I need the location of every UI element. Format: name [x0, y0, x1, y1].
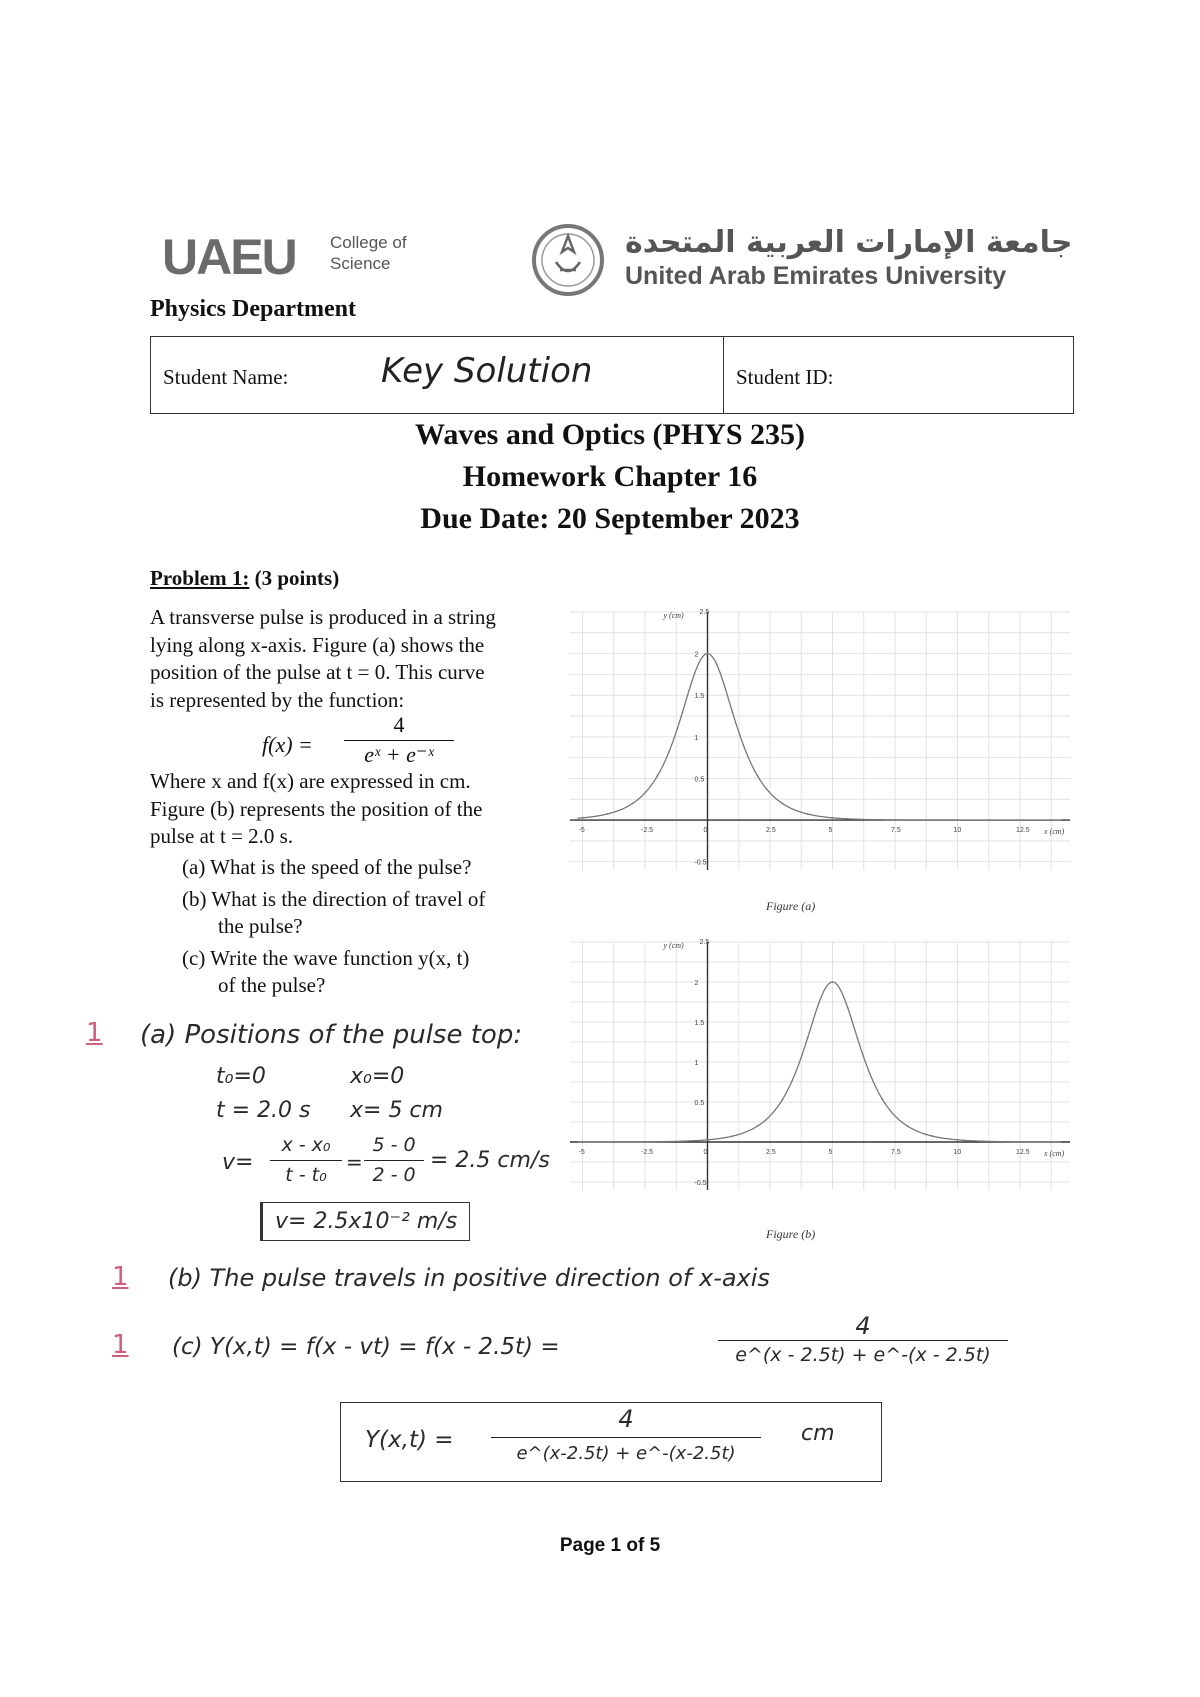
data-point	[707, 1139, 709, 1141]
final-unit: cm	[801, 1421, 835, 1446]
x-axis-label: x (cm)	[1044, 827, 1065, 837]
mark-b: 1	[112, 1262, 129, 1292]
data-point	[1007, 1141, 1009, 1143]
x-tick-label: -5	[578, 1149, 585, 1156]
data-point	[757, 775, 759, 777]
formula-lhs: f(x) =	[262, 732, 313, 757]
y-tick-label: 1	[694, 734, 699, 742]
university-name-arabic: جامعة الإمارات العربية المتحدة	[625, 225, 1073, 260]
data-point	[732, 1135, 734, 1137]
y-axis-label: y (cm)	[663, 611, 684, 620]
x-tick-label: 10	[953, 1149, 962, 1156]
answer-a-x0: x₀=0	[350, 1064, 405, 1089]
question-c-line2: of the pulse?	[218, 973, 326, 997]
x-tick-label: -5	[578, 827, 585, 835]
data-point	[782, 1099, 784, 1101]
chapter-title: Homework Chapter 16	[462, 460, 758, 493]
answer-a-x: x= 5 cm	[350, 1098, 443, 1123]
college-line-1: College of	[330, 233, 407, 252]
x-axis-label: x (cm)	[1044, 1149, 1065, 1158]
question-b-line2: the pulse?	[218, 914, 303, 938]
data-point	[582, 817, 584, 819]
mark-c: 1	[112, 1330, 129, 1360]
y-tick-label: 1.5	[694, 1020, 705, 1027]
answer-b: (b) The pulse travels in positive direction of x-axis	[168, 1264, 770, 1292]
final-num: 4	[618, 1405, 634, 1433]
x-tick-label: 2.5	[766, 827, 776, 835]
page-number: Page 1 of 5	[559, 1535, 661, 1556]
velocity-lhs: v=	[222, 1150, 254, 1175]
figure-a-caption: Figure (a)	[766, 899, 816, 913]
velocity-result: = 2.5 cm/s	[430, 1148, 550, 1173]
uaeu-logo: UAEU	[162, 229, 296, 285]
y-tick-label: 0.5	[694, 1100, 705, 1107]
problem-label: Problem 1:	[150, 566, 250, 590]
student-name-label: Student Name:	[163, 365, 289, 389]
formula-numerator: 4	[393, 712, 405, 737]
data-point	[807, 1037, 809, 1039]
velocity-num: x - x₀	[281, 1134, 331, 1156]
statement-line-3: position of the pulse at t = 0. This curve	[150, 660, 485, 684]
y-tick-label: 0.5	[694, 776, 705, 784]
question-b-line1: (b) What is the direction of travel of	[182, 886, 486, 911]
y-top-tick-label: 2.5	[699, 939, 710, 946]
x-tick-label: 2.5	[766, 1149, 776, 1156]
x-tick-label: -2.5	[641, 1149, 654, 1156]
data-point	[732, 711, 734, 713]
data-point	[957, 1139, 959, 1141]
problem-heading	[150, 566, 339, 591]
problem-statement-2	[150, 768, 550, 851]
statement-line-2: lying along x-axis. Figure (a) shows the	[150, 632, 485, 657]
data-point	[832, 981, 834, 983]
answer-c-lhs: (c) Y(x,t) = f(x - vt) = f(x - 2.5t) =	[172, 1334, 560, 1360]
answer-a-t: t = 2.0 s	[216, 1098, 311, 1123]
data-point	[857, 818, 859, 820]
statement-line-7: pulse at t = 2.0 s.	[150, 824, 294, 848]
figure-b-caption: Figure (b)	[766, 1227, 816, 1241]
question-a: (a) What is the speed of the pulse?	[182, 855, 472, 879]
data-point	[707, 653, 709, 655]
course-title: Waves and Optics (PHYS 235)	[414, 418, 806, 451]
formula-denominator: eˣ + e⁻ˣ	[364, 742, 434, 767]
x-tick-label: 5	[828, 827, 833, 835]
x-tick-label: 5	[828, 1149, 833, 1156]
x-tick-label: 7.5	[891, 1149, 901, 1156]
figure-a-plot	[560, 600, 1080, 900]
answer-c-den: e^(x - 2.5t) + e^-(x - 2.5t)	[735, 1344, 991, 1366]
answer-a-t0: t₀=0	[216, 1064, 266, 1089]
data-point	[782, 803, 784, 805]
university-name: United Arab Emirates University	[625, 262, 1007, 290]
x-tick-label: 12.5	[1016, 827, 1030, 835]
final-answer-box	[340, 1402, 882, 1482]
velocity-fraction-bar	[270, 1160, 342, 1161]
problem-statement	[150, 604, 550, 714]
y-axis-label: y (cm)	[663, 941, 684, 950]
y-tick-label: 1	[694, 1060, 699, 1067]
answer-c-fraction-bar	[718, 1340, 1008, 1341]
y-tick-label: 2	[694, 651, 699, 659]
problem-points: (3 points)	[254, 566, 340, 590]
velocity-den2: 2 - 0	[372, 1164, 416, 1186]
question-c-line1: (c) Write the wave function y(x, t)	[182, 945, 470, 970]
data-point	[982, 1140, 984, 1142]
velocity-equals: =	[346, 1150, 363, 1174]
figure-b-plot	[560, 930, 1080, 1220]
x-tick-label: 12.5	[1016, 1149, 1030, 1156]
data-point	[757, 1125, 759, 1127]
data-point	[907, 1125, 909, 1127]
x-tick-label: 0	[703, 1149, 708, 1156]
questions	[182, 854, 562, 1000]
university-emblem-icon	[530, 222, 606, 298]
velocity-den: t - t₀	[285, 1164, 327, 1186]
student-info-box	[150, 336, 1074, 414]
velocity-num2: 5 - 0	[372, 1134, 416, 1156]
y-tick-label: -0.5	[694, 859, 707, 867]
college-name	[330, 232, 407, 274]
y-top-tick-label: 2.5	[699, 609, 710, 616]
mark-a: 1	[86, 1018, 103, 1048]
student-name-value: Key Solution	[381, 351, 593, 391]
answer-c-num: 4	[855, 1312, 871, 1340]
data-point	[882, 819, 884, 821]
data-point	[832, 817, 834, 819]
due-date: Due Date: 20 September 2023	[420, 502, 800, 535]
data-point	[932, 1135, 934, 1137]
x-tick-label: 10	[953, 827, 962, 835]
y-tick-label: 2	[694, 980, 699, 987]
x-tick-label: -2.5	[641, 827, 654, 835]
x-tick-label: 7.5	[891, 827, 901, 835]
y-tick-label: -0.5	[694, 1180, 707, 1187]
student-id-label: Student ID:	[736, 365, 834, 389]
velocity-fraction-bar-2	[364, 1160, 424, 1161]
data-point	[632, 803, 634, 805]
final-den: e^(x-2.5t) + e^-(x-2.5t)	[516, 1443, 736, 1464]
box-divider	[723, 337, 724, 413]
y-tick-label: 1.5	[694, 693, 705, 701]
statement-line-5: Where x and f(x) are expressed in cm.	[150, 769, 471, 793]
fraction-bar	[344, 740, 454, 741]
department: Physics Department	[150, 296, 356, 322]
final-lhs: Y(x,t) =	[365, 1427, 454, 1453]
final-fraction-bar	[491, 1437, 761, 1438]
statement-line-6: Figure (b) represents the position of the	[150, 796, 483, 821]
data-point	[657, 775, 659, 777]
data-point	[882, 1099, 884, 1101]
statement-line-4: is represented by the function:	[150, 687, 405, 712]
college-line-2: Science	[330, 254, 391, 273]
statement-line-1: A transverse pulse is produced in a string	[150, 605, 496, 629]
data-point	[682, 711, 684, 713]
data-point	[857, 1037, 859, 1039]
data-point	[607, 813, 609, 815]
velocity-boxed-answer: v= 2.5x10⁻² m/s	[260, 1202, 470, 1241]
x-tick-label: 0	[703, 827, 708, 835]
data-point	[807, 813, 809, 815]
answer-a-heading: (a) Positions of the pulse top:	[140, 1020, 523, 1050]
